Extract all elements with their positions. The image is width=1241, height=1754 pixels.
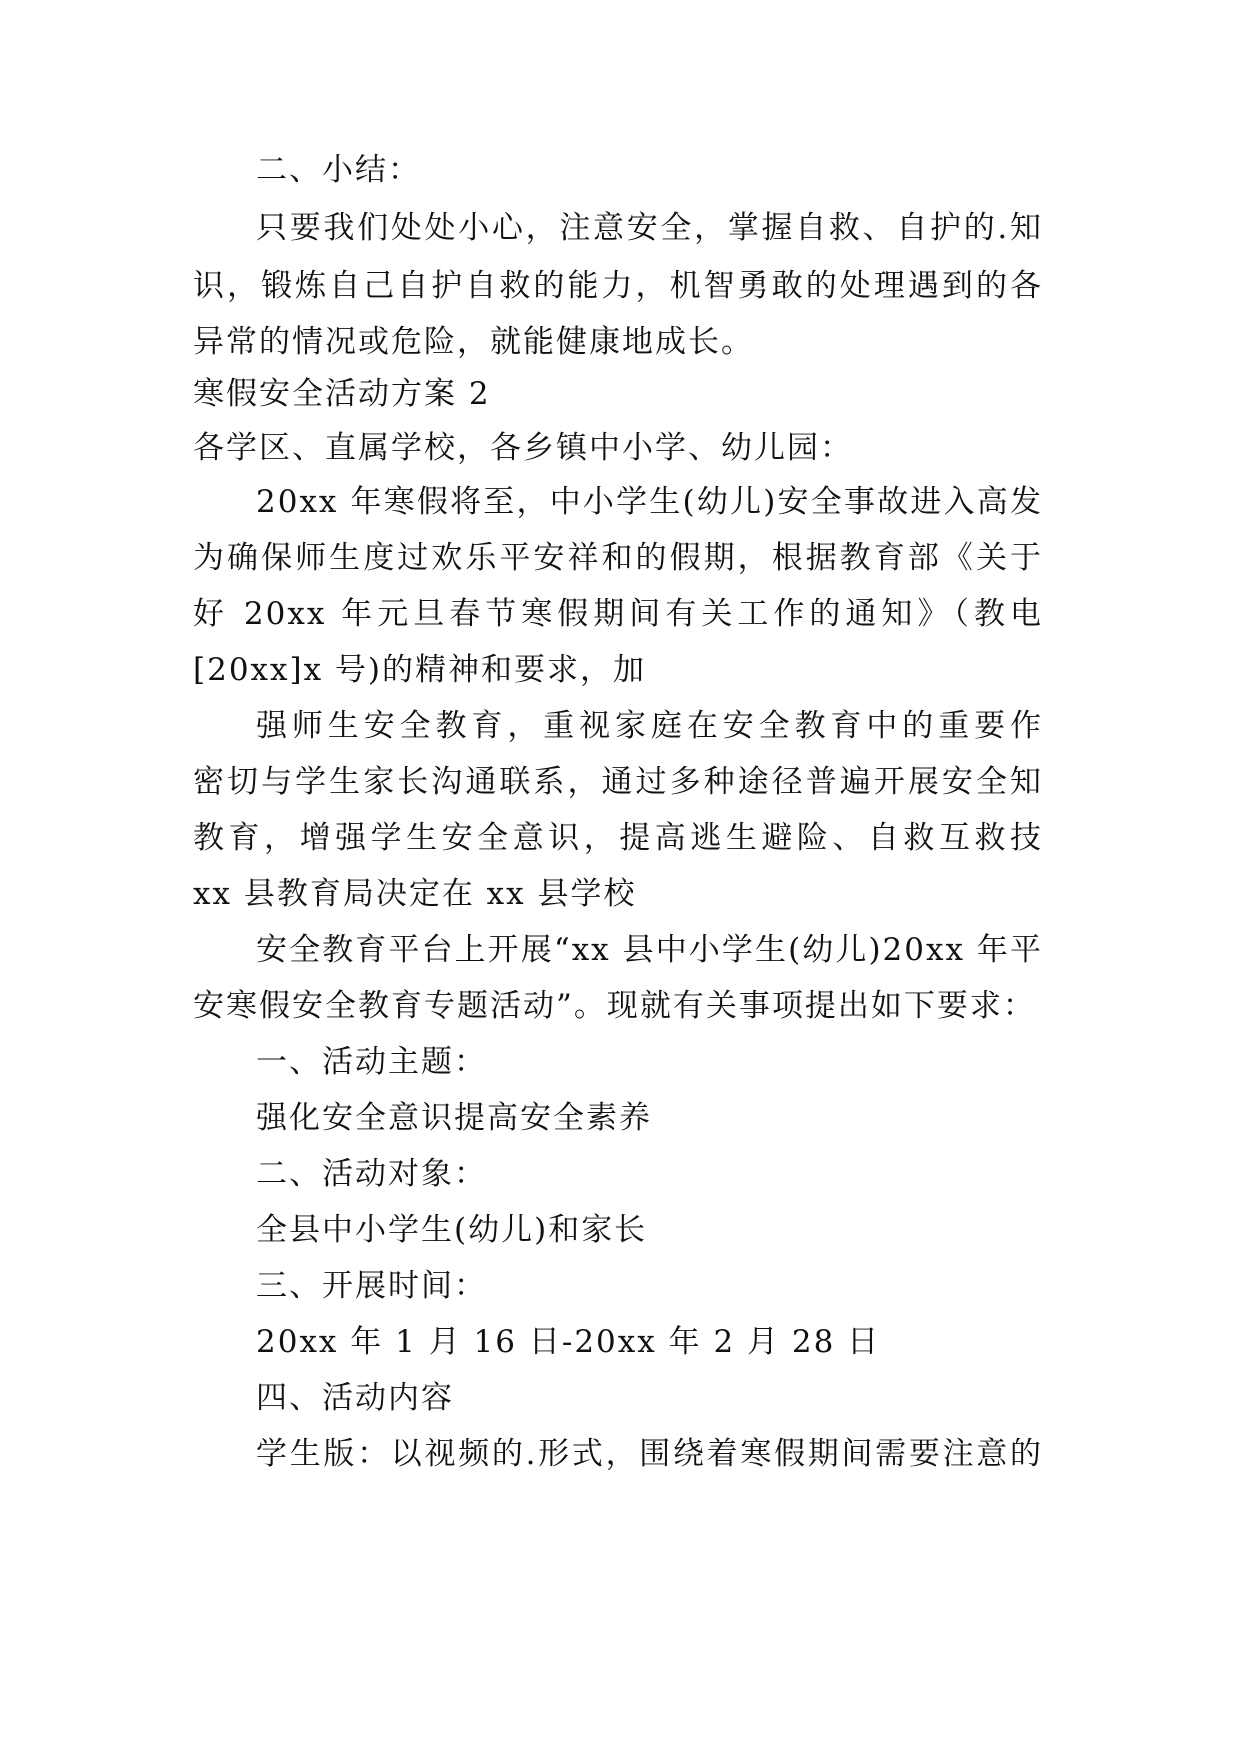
paragraph-line: 好 20xx 年元旦春节寒假期间有关工作的通知》（教电 <box>193 596 1043 632</box>
paragraph-line: [20xx]x 号)的精神和要求，加 <box>193 652 647 688</box>
paragraph-line: 安全教育平台上开展“xx 县中小学生(幼儿)20xx 年平 <box>256 932 1043 968</box>
paragraph-line: 异常的情况或危险，就能健康地成长。 <box>193 324 754 360</box>
salutation-line: 各学区、直属学校，各乡镇中小学、幼儿园： <box>193 430 853 466</box>
section-heading-time: 三、开展时间： <box>256 1268 487 1304</box>
paragraph-line: xx 县教育局决定在 xx 县学校 <box>193 876 637 912</box>
section-heading-summary: 二、小结： <box>256 152 421 188</box>
paragraph-line: 安寒假安全教育专题活动”。现就有关事项提出如下要求： <box>193 988 1036 1024</box>
time-text: 20xx 年 1 月 16 日-20xx 年 2 月 28 日 <box>256 1324 881 1360</box>
paragraph-line: 只要我们处处小心，注意安全，掌握自救、自护的.知 <box>256 210 1043 246</box>
section-heading-target: 二、活动对象： <box>256 1156 487 1192</box>
section-heading-theme: 一、活动主题： <box>256 1044 487 1080</box>
theme-text: 强化安全意识提高安全素养 <box>256 1100 652 1136</box>
paragraph-line: 密切与学生家长沟通联系，通过多种途径普遍开展安全知 <box>193 764 1043 800</box>
paragraph-line: 强师生安全教育，重视家庭在安全教育中的重要作 <box>256 708 1043 744</box>
paragraph-line: 识，锻炼自己自护自救的能力，机智勇敢的处理遇到的各 <box>193 268 1043 304</box>
paragraph-line: 教育，增强学生安全意识，提高逃生避险、自救互救技 <box>193 820 1043 856</box>
target-text: 全县中小学生(幼儿)和家长 <box>256 1212 648 1248</box>
document-subtitle: 寒假安全活动方案 2 <box>193 376 491 412</box>
paragraph-line: 20xx 年寒假将至，中小学生(幼儿)安全事故进入高发 <box>256 484 1043 520</box>
paragraph-line: 为确保师生度过欢乐平安祥和的假期，根据教育部《关于 <box>193 540 1043 576</box>
section-heading-content: 四、活动内容 <box>256 1380 454 1416</box>
paragraph-line: 学生版：以视频的.形式，围绕着寒假期间需要注意的 <box>256 1436 1043 1472</box>
